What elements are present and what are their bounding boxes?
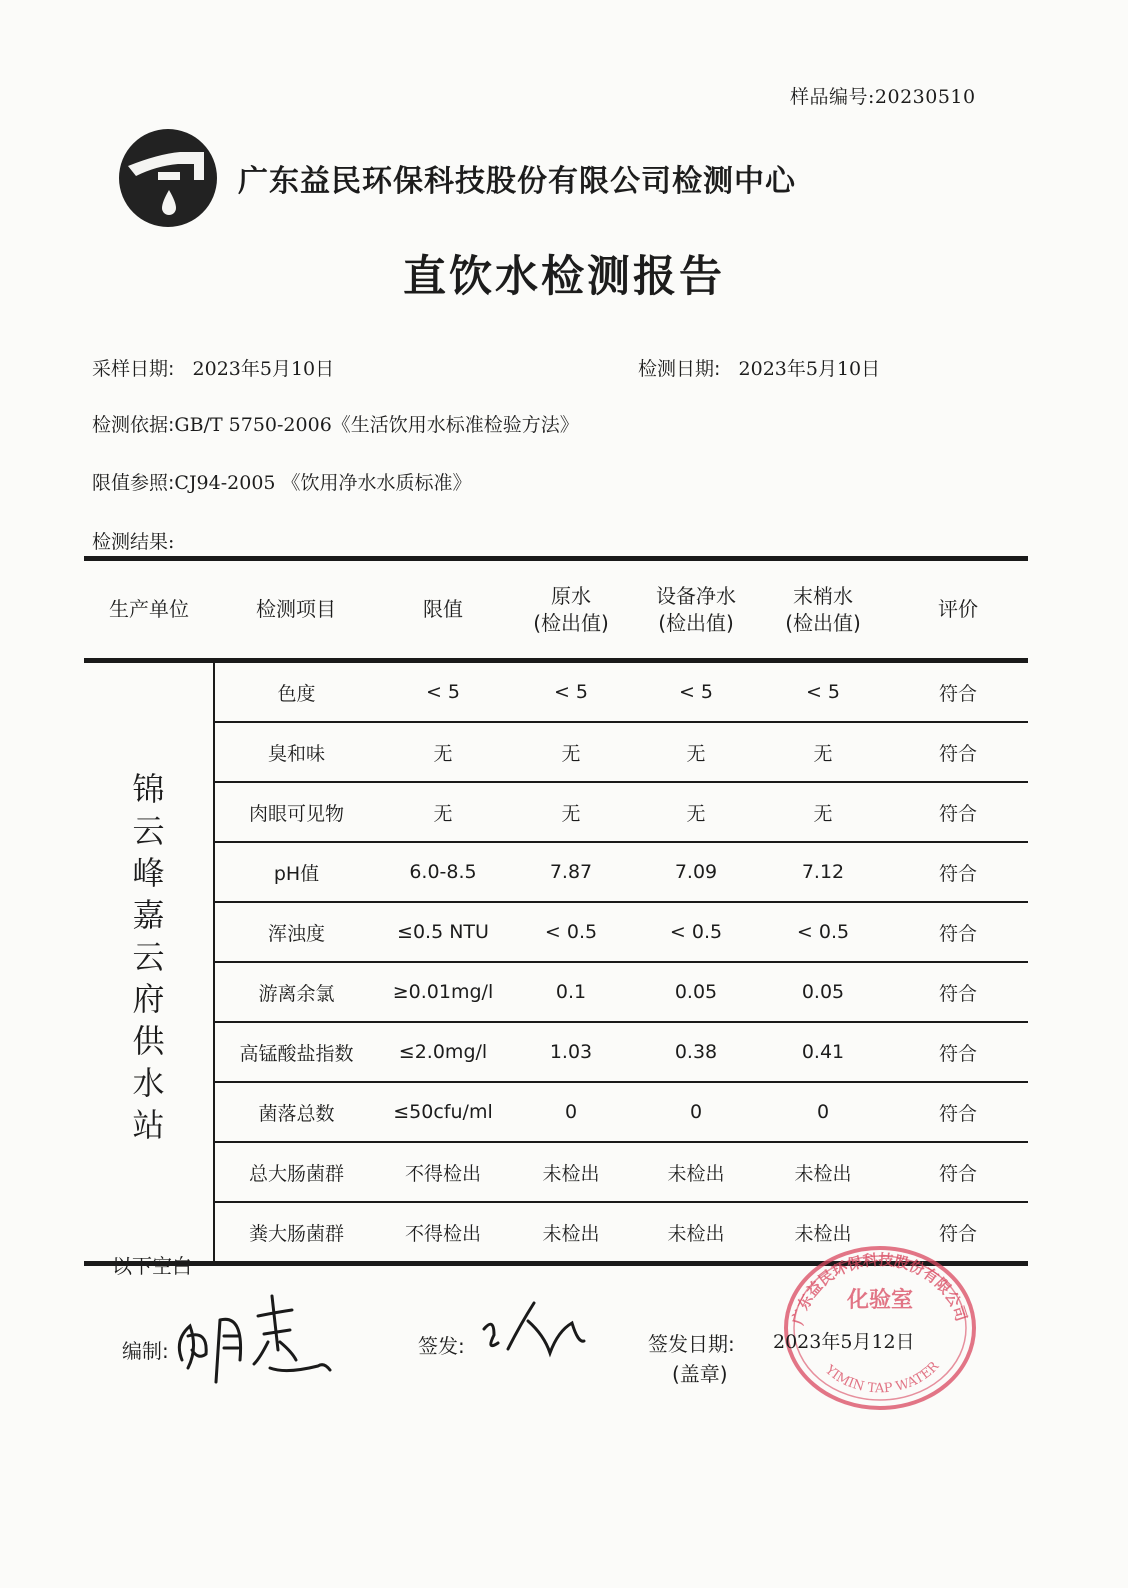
stamp-center-text: 化验室 bbox=[846, 1288, 914, 1313]
report-title: 直饮水检测报告 bbox=[403, 252, 725, 302]
table-row bbox=[84, 962, 1028, 1022]
cell-end: < 0.5 bbox=[758, 902, 888, 962]
cell-eval: 符合 bbox=[888, 1142, 1028, 1202]
cell-equip: 0.05 bbox=[634, 962, 758, 1022]
table-header-row bbox=[84, 559, 1028, 661]
cell-end: < 5 bbox=[758, 661, 888, 723]
header-end-water bbox=[758, 559, 888, 661]
results-label: 检测结果: bbox=[92, 531, 175, 553]
sample-number-value: 20230510 bbox=[874, 86, 976, 108]
sample-date-label: 采样日期: bbox=[92, 358, 175, 380]
cell-end: 7.12 bbox=[758, 842, 888, 902]
production-unit-name: 锦云峰嘉云府供水站 bbox=[132, 770, 165, 1144]
cell-item: 游离余氯 bbox=[214, 962, 378, 1022]
table-row bbox=[84, 722, 1028, 782]
compiler-signature bbox=[168, 1290, 338, 1390]
test-date bbox=[638, 354, 880, 381]
cell-item: 色度 bbox=[214, 661, 378, 723]
test-method bbox=[92, 410, 579, 437]
cell-limit: 6.0-8.5 bbox=[378, 842, 508, 902]
cell-eval: 符合 bbox=[888, 902, 1028, 962]
test-date-label: 检测日期: bbox=[638, 358, 721, 380]
compiled-by-label: 编制: bbox=[122, 1339, 169, 1363]
cell-equip: < 5 bbox=[634, 661, 758, 723]
cell-limit: < 5 bbox=[378, 661, 508, 723]
header-raw-water bbox=[508, 559, 634, 661]
cell-raw: 未检出 bbox=[542, 1222, 600, 1245]
cell-raw: 1.03 bbox=[508, 1022, 634, 1082]
test-method-value: GB/T 5750-2006《生活饮用水标准检验方法》 bbox=[174, 414, 579, 436]
table-body bbox=[84, 661, 1028, 1264]
sample-number-label: 样品编号: bbox=[790, 86, 875, 108]
header-equip-line1: 设备净水 bbox=[656, 583, 736, 608]
cell-eval: 符合 bbox=[888, 1022, 1028, 1082]
cell-limit: ≥0.01mg/l bbox=[378, 962, 508, 1022]
cell-item: 浑浊度 bbox=[214, 902, 378, 962]
cell-item: pH值 bbox=[214, 842, 378, 902]
header-end-line1: 末梢水 bbox=[793, 583, 853, 608]
cell-limit: 无 bbox=[378, 782, 508, 842]
cell-end: 未检出 bbox=[758, 1142, 888, 1202]
cell-end: 无 bbox=[758, 722, 888, 782]
table-row bbox=[84, 902, 1028, 962]
cell-equip: 未检出 bbox=[667, 1222, 725, 1245]
header-raw-line2: (检出值) bbox=[533, 610, 609, 635]
header-raw-line1: 原水 bbox=[551, 583, 591, 608]
cell-item: 总大肠菌群 bbox=[214, 1142, 378, 1202]
test-date-value: 2023年5月10日 bbox=[738, 358, 881, 380]
cell-limit: ≤50cfu/ml bbox=[378, 1082, 508, 1142]
issuer-signature bbox=[478, 1295, 588, 1370]
test-method-label: 检测依据: bbox=[92, 414, 175, 436]
svg-text:YIMIN TAP WATER bbox=[821, 1358, 943, 1396]
cell-raw: < 5 bbox=[508, 661, 634, 723]
cell-limit: 不得检出 bbox=[378, 1142, 508, 1202]
cell-limit: 无 bbox=[378, 722, 508, 782]
cell-raw: 7.87 bbox=[508, 842, 634, 902]
cell-end: 未检出 bbox=[794, 1222, 852, 1245]
limit-reference bbox=[92, 468, 472, 495]
cell-eval: 符合 bbox=[888, 962, 1028, 1022]
cell-eval: 符合 bbox=[938, 1222, 977, 1245]
cell-raw: < 0.5 bbox=[508, 902, 634, 962]
cell-equip: 0 bbox=[634, 1082, 758, 1142]
results-table bbox=[84, 556, 1028, 1266]
limit-reference-value: CJ94-2005 《饮用净水水质标准》 bbox=[174, 472, 472, 494]
seal-note: (盖章) bbox=[672, 1362, 728, 1386]
cell-eval: 符合 bbox=[888, 661, 1028, 723]
cell-item: 高锰酸盐指数 bbox=[214, 1022, 378, 1082]
cell-equip: 0.38 bbox=[634, 1022, 758, 1082]
sample-date bbox=[92, 354, 334, 381]
cell-equip: 7.09 bbox=[634, 842, 758, 902]
cell-limit: 不得检出 bbox=[404, 1222, 481, 1245]
header-equip-line2: (检出值) bbox=[658, 610, 734, 635]
cell-eval: 符合 bbox=[888, 1082, 1028, 1142]
header-item: 检测项目 bbox=[214, 559, 378, 661]
issue-date-value: 2023年5月12日 bbox=[773, 1331, 915, 1353]
company-name: 广东益民环保科技股份有限公司检测中心 bbox=[238, 164, 796, 199]
header-unit: 生产单位 bbox=[84, 559, 214, 661]
cell-equip: < 0.5 bbox=[634, 902, 758, 962]
cell-eval: 符合 bbox=[888, 842, 1028, 902]
cell-equip: 未检出 bbox=[634, 1142, 758, 1202]
sample-date-value: 2023年5月10日 bbox=[192, 358, 335, 380]
cell-end: 0.41 bbox=[758, 1022, 888, 1082]
header-evaluation: 评价 bbox=[888, 559, 1028, 661]
table-row bbox=[84, 661, 1028, 723]
issue-date-label: 签发日期: bbox=[648, 1332, 735, 1356]
limit-reference-label: 限值参照: bbox=[92, 472, 175, 494]
stamp-bottom-text: YIMIN TAP WATER bbox=[821, 1359, 943, 1397]
cell-limit: ≤0.5 NTU bbox=[378, 902, 508, 962]
cell-raw: 无 bbox=[508, 722, 634, 782]
cell-item: 菌落总数 bbox=[214, 1082, 378, 1142]
cell-item: 臭和味 bbox=[214, 722, 378, 782]
cell-limit: ≤2.0mg/l bbox=[378, 1022, 508, 1082]
table-row bbox=[84, 1142, 1028, 1202]
cell-equip: 无 bbox=[634, 722, 758, 782]
cell-item: 粪大肠菌群 bbox=[248, 1222, 344, 1245]
cell-end: 0 bbox=[758, 1082, 888, 1142]
header-end-line2: (检出值) bbox=[785, 610, 861, 635]
cell-eval: 符合 bbox=[888, 782, 1028, 842]
cell-end: 无 bbox=[758, 782, 888, 842]
cell-item: 肉眼可见物 bbox=[214, 782, 378, 842]
company-logo-icon bbox=[118, 128, 218, 228]
cell-raw: 0 bbox=[508, 1082, 634, 1142]
header-limit: 限值 bbox=[378, 559, 508, 661]
sample-number bbox=[790, 82, 976, 109]
header-equipment-water bbox=[634, 559, 758, 661]
issued-by-label: 签发: bbox=[418, 1334, 465, 1358]
cell-equip: 无 bbox=[634, 782, 758, 842]
production-unit bbox=[84, 661, 214, 1264]
cell-end: 0.05 bbox=[758, 962, 888, 1022]
table-row bbox=[84, 782, 1028, 842]
table-row bbox=[84, 842, 1028, 902]
blank-below-note: 以下空白 bbox=[112, 1254, 192, 1278]
cell-raw: 未检出 bbox=[508, 1142, 634, 1202]
table-row bbox=[84, 1082, 1028, 1142]
cell-raw: 0.1 bbox=[508, 962, 634, 1022]
cell-eval: 符合 bbox=[888, 722, 1028, 782]
stamp-arc-text: 广东益民环保科技股份有限公司 bbox=[788, 1250, 971, 1327]
table-row bbox=[84, 1022, 1028, 1082]
cell-raw: 无 bbox=[508, 782, 634, 842]
